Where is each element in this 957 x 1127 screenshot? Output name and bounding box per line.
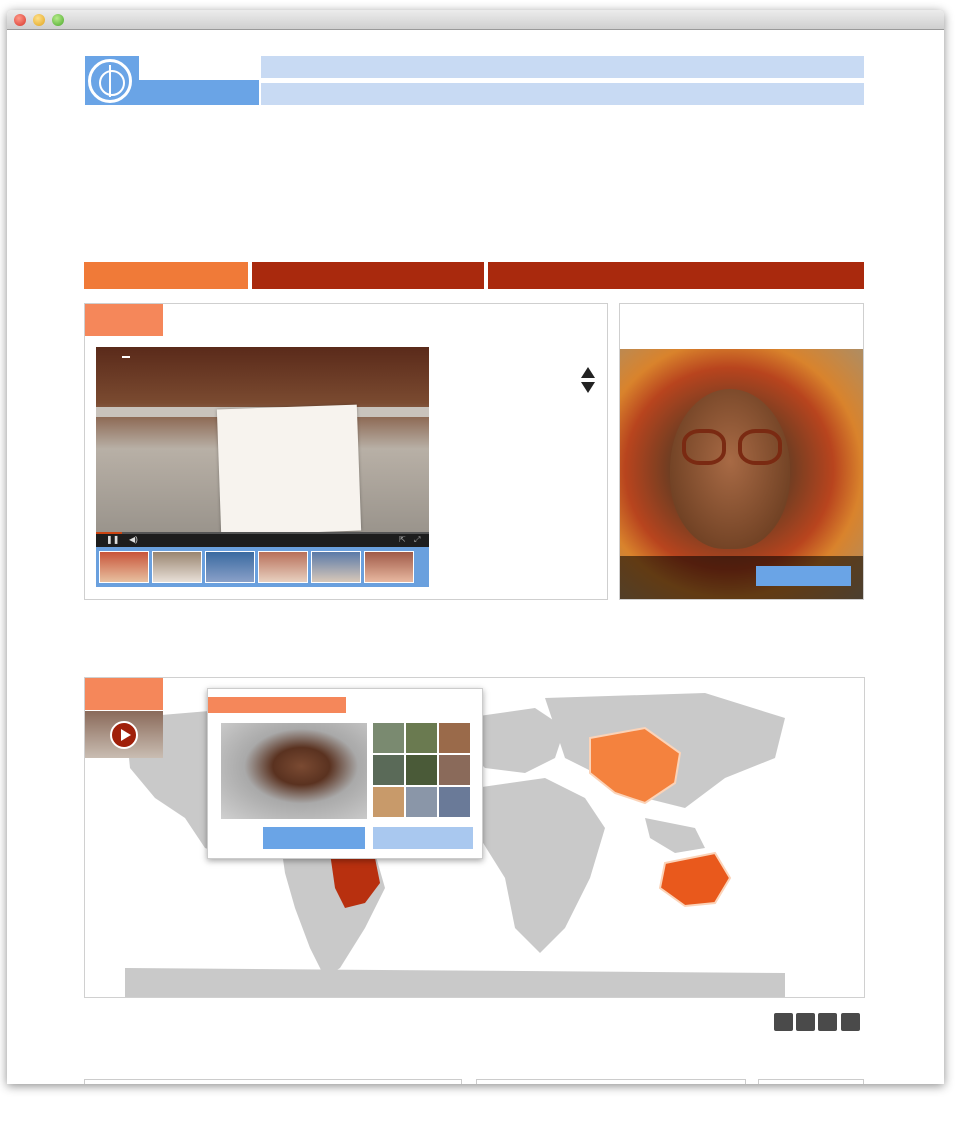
gallery-thumb[interactable] — [373, 787, 404, 817]
page — [7, 30, 944, 1084]
australia-highlight — [660, 853, 730, 906]
twitter-icon[interactable] — [796, 1013, 815, 1031]
fullscreen-icon[interactable]: ⤢ — [414, 535, 421, 544]
channel-logo — [122, 356, 130, 358]
map-week-badge — [85, 678, 163, 710]
tab-about-campaign[interactable] — [84, 262, 248, 289]
video-player[interactable] — [96, 347, 429, 532]
gallery-thumb[interactable] — [439, 755, 470, 785]
video-thumbnail[interactable] — [99, 551, 149, 583]
photo-caption-bar — [620, 556, 863, 599]
video-thumbnail[interactable] — [152, 551, 202, 583]
video-of-week-card — [84, 303, 608, 600]
gallery-thumb[interactable] — [406, 755, 437, 785]
video-thumbnail[interactable] — [311, 551, 361, 583]
photo-face — [670, 389, 790, 549]
popup-view-gallery-button[interactable] — [373, 827, 473, 849]
volunteer-photo[interactable] — [620, 349, 863, 599]
youtube-icon[interactable] — [818, 1013, 837, 1031]
world-map-panel — [84, 677, 865, 998]
pause-icon[interactable]: ❚❚ — [106, 535, 120, 544]
zoom-window-button[interactable] — [52, 14, 64, 26]
logo-volunteers-text — [139, 82, 259, 105]
popup-photo-grid — [373, 723, 473, 819]
footer-card — [758, 1079, 864, 1084]
title-bar — [7, 10, 944, 30]
header-bar-bottom — [261, 83, 864, 105]
week-badge — [85, 304, 163, 336]
gallery-thumb[interactable] — [406, 723, 437, 753]
africa — [475, 778, 605, 953]
photo-glasses — [738, 429, 782, 465]
play-icon[interactable] — [110, 721, 138, 749]
video-thumbnail[interactable] — [205, 551, 255, 583]
video-thumbnail[interactable] — [258, 551, 308, 583]
close-window-button[interactable] — [14, 14, 26, 26]
popup-main-photo[interactable] — [221, 723, 367, 819]
video-thumbnail-strip — [96, 547, 429, 587]
video-sign-text — [217, 405, 361, 532]
popout-icon[interactable]: ⇱ — [399, 535, 406, 544]
antarctica — [125, 968, 785, 998]
header-bar-top — [261, 56, 864, 78]
tab-send-photo[interactable] — [488, 262, 864, 289]
video-of-week-thumbnail[interactable] — [85, 711, 163, 758]
gallery-thumb[interactable] — [373, 723, 404, 753]
southeast-asia — [645, 818, 705, 853]
gallery-thumb[interactable] — [439, 787, 470, 817]
footer-card — [476, 1079, 746, 1084]
tab-photo-competition[interactable] — [252, 262, 484, 289]
un-volunteers-logo[interactable] — [85, 56, 259, 105]
minimize-window-button[interactable] — [33, 14, 45, 26]
gallery-thumb[interactable] — [406, 787, 437, 817]
un-emblem-icon — [88, 59, 132, 103]
vimeo-icon[interactable] — [841, 1013, 860, 1031]
gallery-thumb[interactable] — [439, 723, 470, 753]
video-progress-bar[interactable] — [96, 532, 429, 534]
video-thumbnail[interactable] — [364, 551, 414, 583]
view-gallery-button[interactable] — [756, 566, 851, 586]
scroll-down-icon[interactable] — [581, 382, 595, 393]
footer-card — [84, 1079, 462, 1084]
popup-title — [208, 697, 346, 713]
volume-icon[interactable]: ◀) — [129, 535, 138, 544]
add-photos-button[interactable] — [263, 827, 365, 849]
gallery-thumb[interactable] — [373, 755, 404, 785]
volunteer-shots-card — [619, 303, 864, 600]
browser-window — [7, 10, 944, 1084]
photo-glasses — [682, 429, 726, 465]
country-popup — [207, 688, 483, 859]
video-controls[interactable] — [96, 532, 429, 547]
facebook-icon[interactable] — [774, 1013, 793, 1031]
logo-un-text — [139, 56, 259, 80]
scroll-up-icon[interactable] — [581, 367, 595, 378]
